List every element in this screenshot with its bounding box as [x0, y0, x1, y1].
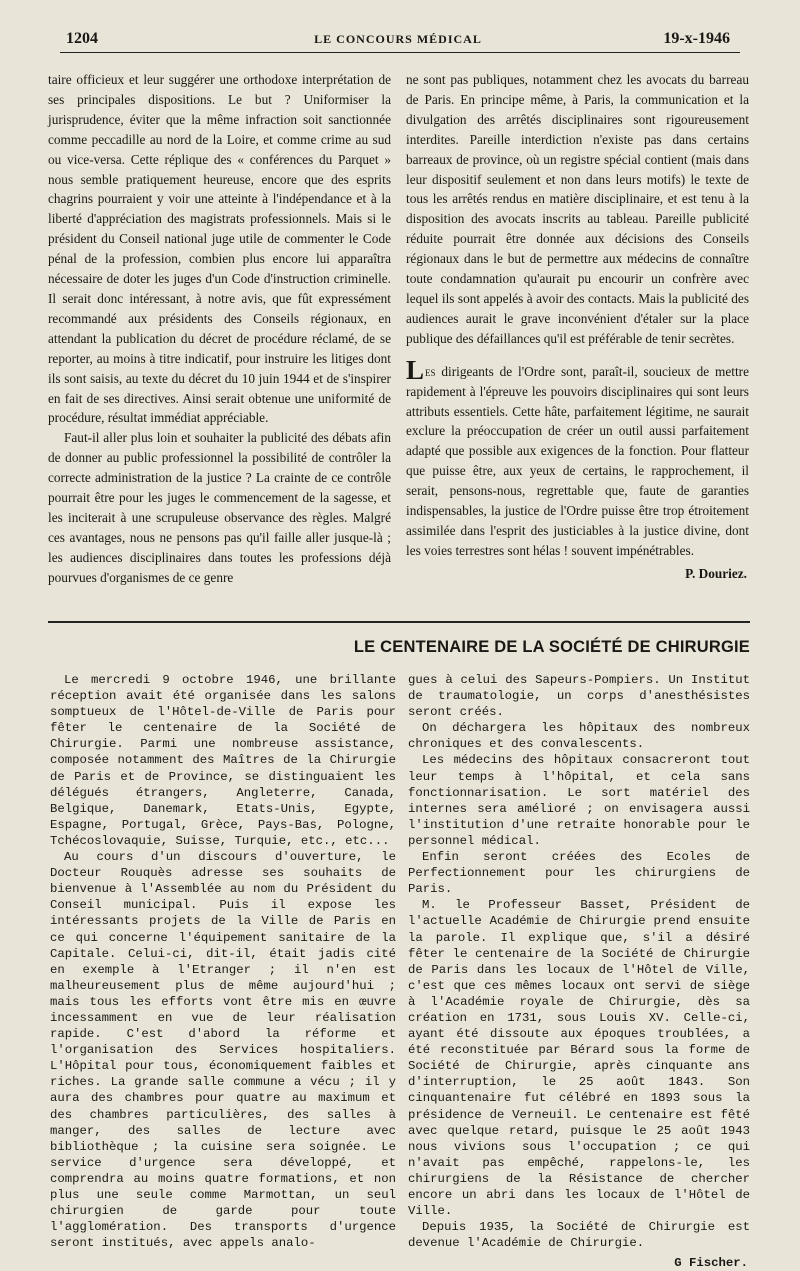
article2-paragraph: Les médecins des hôpitaux consacreront tout leur temps à l'hôpital, et cela sans fonctionnarisation. Le sort matériel des internes sera amélioré ; on envisagera aussi l'institution d'une retraite honorable pour le personnel médical.	[408, 753, 750, 848]
article2-column-right	[408, 672, 750, 1271]
article2-paragraph: On déchargera les hôpitaux des nombreux chroniques et des convalescents.	[408, 721, 750, 752]
article2-title: LE CENTENAIRE DE LA SOCIÉTÉ DE CHIRURGIE	[353, 638, 750, 656]
running-header	[66, 30, 730, 50]
header-rule	[60, 52, 740, 53]
section-rule	[48, 621, 750, 623]
drop-cap: L	[406, 354, 425, 385]
article1-paragraph: ne sont pas publiques, notamment chez les avocats du barreau de Paris. En principe même, à Paris, la communication et la divulgation des arrêtés disciplinaires sont rigoureusement interdites. Pareille interdiction n'existe pas dans certains barreaux de province, où un registre spécial contient (mais dans leur dispositif seulement et non dans leurs motifs) le texte de tous les arrêtés rendus en matière disciplinaire, et est tenu à la disposition des avocats inscrits au tableau. Pareille publicité réduite pourrait être donnée aux décisions des Conseils régionaux dans le but de permettre aux médecins de connaître toute condamnation qu'aurait pu encourir un confrère avec lequel ils sont appelés à avoir des contacts. Mais la publicité des audiences aurait le grave inconvénient d'étaler sur la place publique des défaillances qu'il est préférable de tenir secrètes.	[406, 72, 749, 346]
article1-paragraph-dropcap	[406, 354, 749, 561]
journal-name: LE CONCOURS MÉDICAL	[314, 32, 482, 46]
article1-paragraph-text: dirigeants de l'Ordre sont, paraît-il, soucieux de mettre rapidement à l'épreuve les pouvoirs disciplinaires qui sont leurs attributs essentiels. Cette hâte, parfaitement légitime, ne saurait exclure la préoccupation de créer un outil aussi parfaitement adapté que possible aux exigences de la fonction. Pour flatteur que puisse être, aux yeux de certains, le rapprochement, il serait, pensons-nous, regrettable que, faute de garanties indispensables, la justice de l'Ordre puisse être trop étroitement assimilée dans l'esprit des justiciables à la justice divine, dont les voies terrestres sont hélas ! souvent impénétrables.	[406, 363, 749, 558]
article2-paragraph: Au cours d'un discours d'ouverture, le Docteur Rouquès adresse ses souhaits de bienvenue à l'Assemblée au nom du Président du Conseil municipal. Puis il expose les intéressants projets de la Ville de Paris en ce qui concerne l'équipement sanitaire de la Capitale. Celui-ci, dit-il, était jadis cité en exemple à l'Etranger ; il n'en est malheureusement plus de même aujourd'hui ; mais tous les efforts vont être mis en œuvre incessamment en vue de leur réalisation rapide. C'est d'abord la réforme et l'organisation des Services hospitaliers. L'Hôpital pour tous, économiquement faibles et riches. La grande salle commune a vécu ; il y aura des chambres pour quatre au maximum et des chambres particulières, des salles à manger, des salles de lecture avec bibliothèque ; la cuisine sera soignée. Le service d'urgence sera développé, et comprendra au moins quatre formations, et non plus une seule comme Marmottan, un seul chirurgien de garde pour toute l'agglomération. Des transports d'urgence seront institués, avec appels analo-	[50, 850, 396, 1251]
issue-date: 19-x-1946	[663, 30, 730, 47]
article2-paragraph: M. le Professeur Basset, Président de l'actuelle Académie de Chirurgie prend ensuite la parole. Il explique que, s'il a désiré fêter le centenaire de la Société de Chirurgie de Paris dans les locaux de l'Hôtel de Ville, c'est que ces mêmes locaux ont servi de siège à l'Académie royale de Chirurgie, dès sa création en 1731, sous Louis XV. Celle-ci, ayant été dissoute aux époques troublées, a été reconstituée par Bérard sous la forme de Société de Chirurgie, après cinquante ans d'interruption, le 25 août 1843. Son cinquantenaire fut célébré en 1893 sous la présidence de Verneuil. Le centenaire est fêté avec quelque retard, puisque le 25 août 1943 nous vivions sous l'occupation ; ce qui n'avait pas empêché, rappelons-le, les chirurgiens de la Résistance de chercher encore un abri dans les locaux de l'Hôtel de Ville.	[408, 898, 750, 1219]
article1-signature: P. Douriez.	[685, 565, 747, 581]
article2-column-left	[50, 672, 396, 1251]
article1-paragraph: taire officieux et leur suggérer une orthodoxe interprétation de ses principales dispositions. Le but ? Uniformiser la jurisprudence, éviter que la même infraction soit sanctionnée comme peccadille au nord de la Loire, et comme crime au sud ou vice-versa. Cette réplique des « conférences du Parquet » nous semble pratiquement heureuse, encore que des esprits chagrins pourraient y voir une atteinte à l'indépendance et à la liberté d'appréciation des magistrats professionnels. Mais si le président du Conseil national juge utile de commenter le Code pénal de la profession, combien plus encore lui apparaîtra nécessaire de doter les juges d'un Code d'instruction criminelle. Il serait donc intéressant, à notre avis, que fût expressément recommandé aux présidents des Conseils régionaux, en attendant la publication du décret de procédure réclamé, de se reporter, au moins à titre indicatif, pour instruire les litiges dont ils sont saisis, au texte du décret du 10 juin 1944 et de s'inspirer en fait de ses directives. Ainsi serait obtenue une uniformité de procédure, résultat immédiat appréciable.	[48, 72, 391, 426]
article1-paragraph: Faut-il aller plus loin et souhaiter la publicité des débats afin de donner au public professionnel la possibilité de contrôler la correcte administration de la justice ? La crainte de ce contrôle pourrait être pour les juges le commencement de la sagesse, et les inciterait à une scrupuleuse observance des règles. Malgré ces avantages, nous ne pensons pas qu'il faille aller jusque-là ; les audiences disciplinaires dans toutes les professions déjà pourvues d'organismes de ce genre	[48, 430, 391, 585]
article2-paragraph: Enfin seront créées des Ecoles de Perfectionnement pour les chirurgiens de Paris.	[408, 850, 750, 897]
article2-signature: G Fischer.	[674, 1256, 748, 1271]
article2-paragraph: Depuis 1935, la Société de Chirurgie est devenue l'Académie de Chirurgie.	[408, 1220, 750, 1251]
article1-column-left	[48, 70, 391, 588]
article2-paragraph: gues à celui des Sapeurs-Pompiers. Un Institut de traumatologie, un corps d'anesthésistes seront créés.	[408, 673, 750, 720]
page-number: 1204	[66, 30, 98, 47]
article1-column-right	[406, 70, 749, 584]
drop-cap-smallcaps: es	[425, 363, 436, 379]
article2-paragraph: Le mercredi 9 octobre 1946, une brillante réception avait été organisée dans les salons somptueux de l'Hôtel-de-Ville de Paris pour fêter le centenaire de la Société de Chirurgie. Parmi une nombreuse assistance, composée notamment des Maîtres de la Chirurgie de Paris et de Province, se distinguaient les délégués étrangers, Angleterre, Canada, Belgique, Danemark, Etats-Unis, Egypte, Espagne, Portugal, Grèce, Pays-Bas, Pologne, Tchécoslovaquie, Suisse, Turquie, etc., etc...	[50, 673, 396, 848]
